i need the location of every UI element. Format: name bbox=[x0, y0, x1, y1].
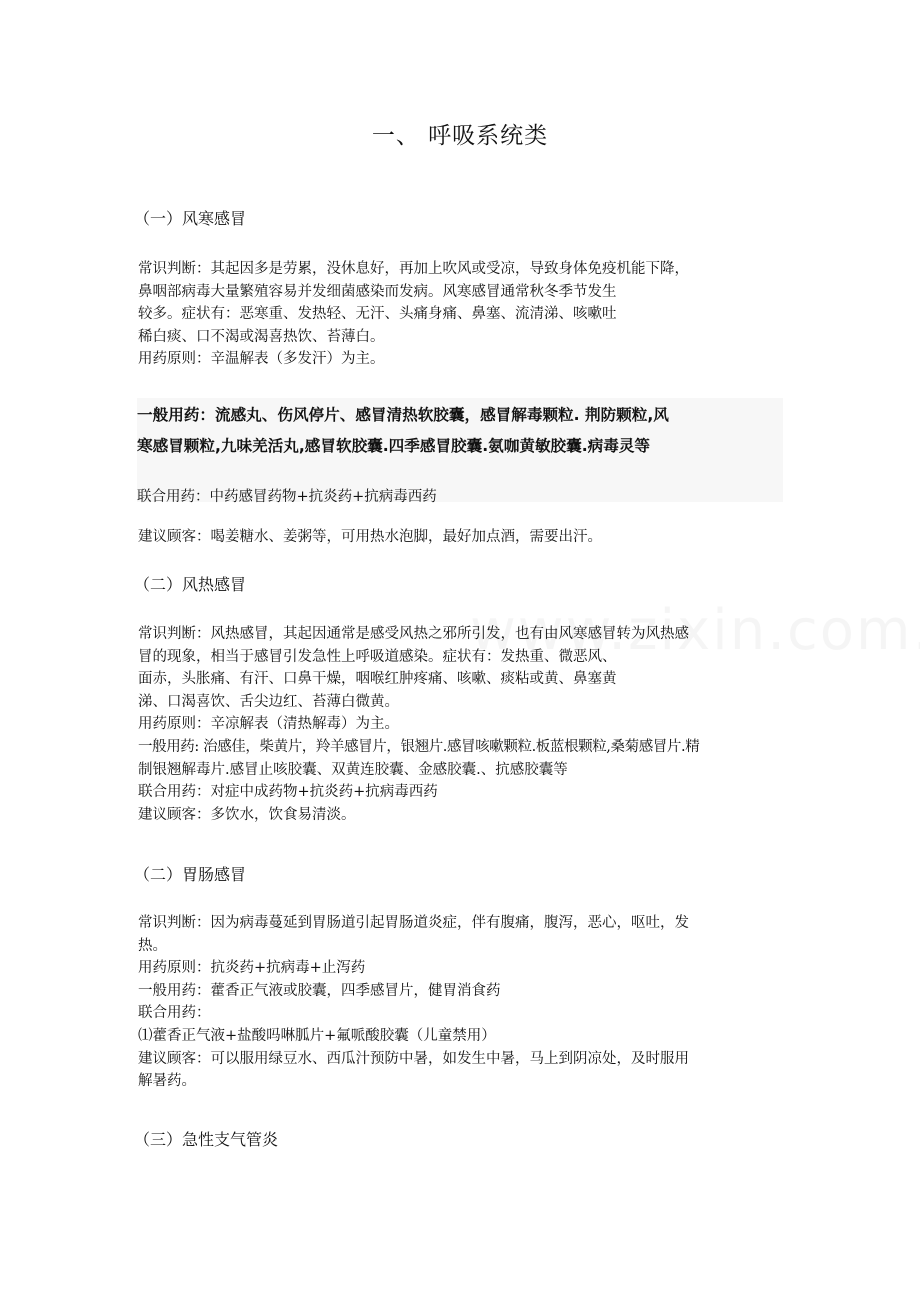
bold-medication-line: 一般用药：流感丸、伤风停片、感冒清热软胶囊，感冒解毒颗粒. 荆防颗粒,风 bbox=[137, 406, 669, 424]
text-line: 常识判断：因为病毒蔓延到胃肠道引起胃肠道炎症，伴有腹痛，腹泻，恶心，呕吐，发 bbox=[138, 915, 689, 931]
section-heading-wind-heat: （二）风热感冒 bbox=[134, 575, 247, 594]
section-wind-heat-body bbox=[138, 623, 788, 826]
text-line: 联合用药： bbox=[138, 1005, 211, 1022]
text-line: 热。 bbox=[138, 937, 167, 954]
bold-medication-line: 寒感冒颗粒,九味羌活丸,感冒软胶囊.四季感冒胶囊.氨咖黄敏胶囊.病毒灵等 bbox=[137, 437, 651, 455]
text-line: 制银翘解毒片.感冒止咳胶囊、双黄连胶囊、金感胶囊.、抗感胶囊等 bbox=[138, 761, 568, 778]
text-line: 鼻咽部病毒大量繁殖容易并发细菌感染而发病。风寒感冒通常秋冬季节发生 bbox=[138, 283, 617, 300]
text-line: 建议顾客：多饮水，饮食易清淡。 bbox=[138, 806, 356, 823]
section-heading-wind-cold: （一）风寒感冒 bbox=[134, 209, 247, 228]
text-line: 常识判断：风热感冒，其起因通常是感受风热之邪所引发，也有由风寒感冒转为风热感 bbox=[138, 626, 689, 642]
text-line: 涕、口渴喜饮、舌尖边红、苔薄白微黄。 bbox=[138, 693, 399, 710]
text-line: 用药原则：抗炎药+抗病毒+止泻药 bbox=[138, 960, 366, 977]
section-heading-bronchitis: （三）急性支气管炎 bbox=[134, 1130, 279, 1149]
text-line: 建议顾客：喝姜糖水、姜粥等，可用热水泡脚，最好加点酒，需要出汗。 bbox=[138, 529, 602, 545]
text-line: 冒的现象，相当于感冒引发急性上呼吸道感染。症状有：发热重、微恶风、 bbox=[138, 648, 617, 665]
highlighted-medication-block bbox=[137, 398, 783, 505]
text-line: 一般用药：藿香正气液或胶囊，四季感冒片，健胃消食药 bbox=[138, 982, 501, 999]
text-line: 建议顾客：可以服用绿豆水、西瓜汁预防中暑，如发生中暑，马上到阴凉处，及时服用 bbox=[138, 1050, 689, 1067]
section-heading-gastro: （二）胃肠感冒 bbox=[134, 865, 247, 884]
text-line: 一般用药: 治感佳，柴黄片，羚羊感冒片，银翘片.感冒咳嗽颗粒.板蓝根颗粒,桑菊感冒片.精 bbox=[138, 738, 700, 755]
text-line: 稀白痰、口不渴或渴喜热饮、苔薄白。 bbox=[138, 328, 385, 345]
text-line: 解暑药。 bbox=[138, 1073, 196, 1090]
section-wind-cold-advice bbox=[138, 526, 788, 549]
text-line: 用药原则：辛凉解表（清热解毒）为主。 bbox=[138, 716, 399, 733]
text-line: 用药原则：辛温解表（多发汗）为主。 bbox=[138, 351, 385, 368]
text-line: 较多。症状有：恶寒重、发热轻、无汗、头痛身痛、鼻塞、流清涕、咳嗽吐 bbox=[138, 306, 617, 323]
section-wind-cold-body bbox=[138, 258, 788, 371]
text-line: 联合用药：对症中成药物+抗炎药+抗病毒西药 bbox=[138, 784, 438, 801]
text-line: 面赤，头胀痛、有汗、口鼻干燥，咽喉红肿疼痛、咳嗽、痰粘或黄、鼻塞黄 bbox=[138, 671, 617, 688]
text-line: 常识判断：其起因多是劳累，没休息好，再加上吹风或受凉，导致身体免疫机能下降， bbox=[138, 261, 689, 277]
page-title: 一、 呼吸系统类 bbox=[371, 123, 549, 149]
combo-medication-line: 联合用药：中药感冒药物+抗炎药+抗病毒西药 bbox=[137, 489, 437, 505]
text-line: ⑴藿香正气液+盐酸吗啉胍片+氟哌酸胶囊（儿童禁用） bbox=[138, 1027, 496, 1044]
section-gastro-body bbox=[138, 912, 788, 1093]
